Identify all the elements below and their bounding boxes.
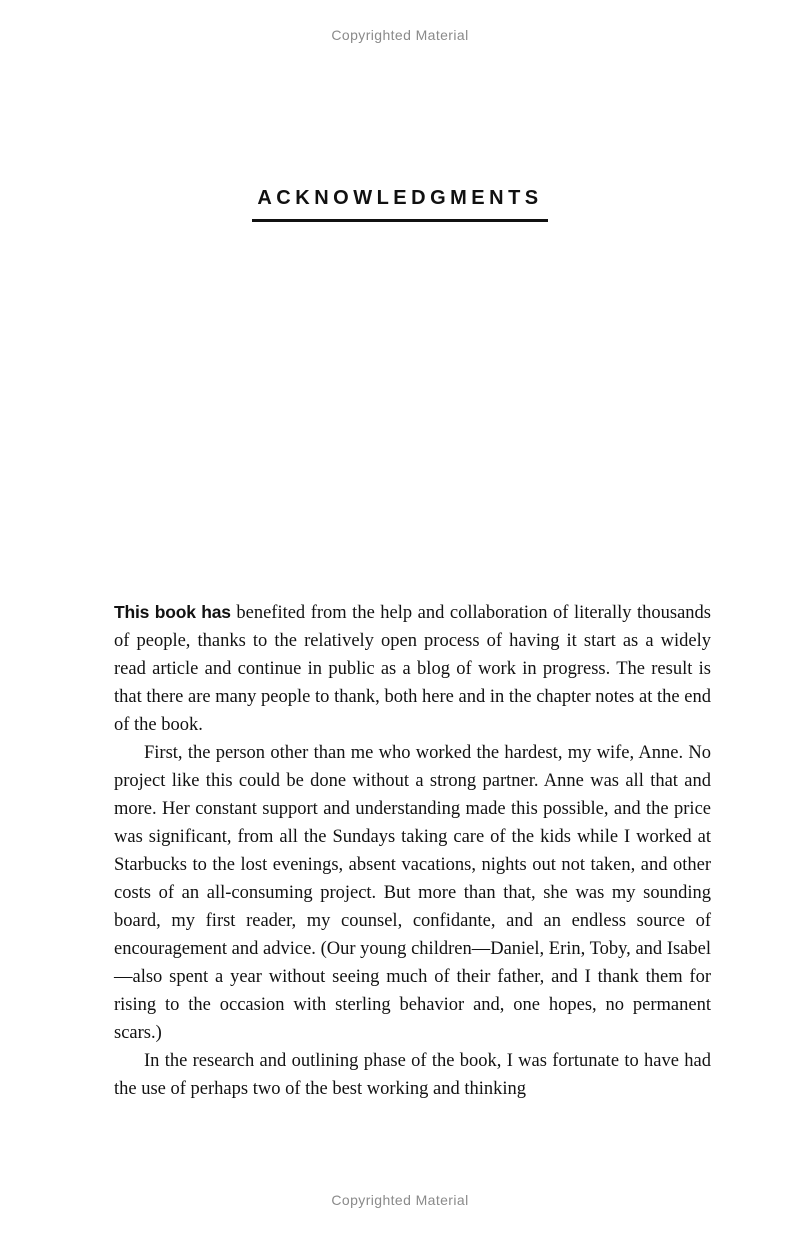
paragraph-2-text: First, the person other than me who worked the hardest, my wife, Anne. No project like this could be done without a strong partner. Anne was all that and more. Her constant support and understanding made this possible, and the price was significant, from all the Sundays taking care of the kids while I worked at Starbucks to the lost evenings, absent vacations, nights out not taken, and other costs of an all-consuming project. But more than that, she was my sounding board, my first reader, my counsel, confidante, and an endless source of encouragement and advice. (Our young children—Daniel, Erin, Toby, and Isabel—also spent a year without seeing much of their father, and I thank them for rising to the occasion with sterling behavior and, one hopes, no permanent scars.)	[114, 743, 711, 1043]
paragraph-1	[114, 598, 711, 739]
chapter-heading-container	[0, 174, 800, 236]
copyright-notice-bottom: Copyrighted Material	[331, 1192, 469, 1208]
acknowledgments-heading: ACKNOWLEDGMENTS	[252, 187, 547, 222]
paragraph-3	[114, 1047, 711, 1103]
body-text	[114, 598, 711, 1103]
lead-in-text: This book has	[114, 602, 231, 622]
paragraph-2	[114, 739, 711, 1047]
paragraph-3-text: In the research and outlining phase of the book, I was fortunate to have had the use of perhaps two of the best working and thinking	[114, 1051, 711, 1099]
copyright-notice-top: Copyrighted Material	[331, 27, 469, 43]
paragraph-1-text: benefited from the help and collaboration of literally thousands of people, thanks to the relatively open process of having it start as a widely read article and continue in public as a blog of work in progress. The result is that there are many people to thank, both here and in the chapter notes at the end of the book.	[114, 603, 711, 735]
